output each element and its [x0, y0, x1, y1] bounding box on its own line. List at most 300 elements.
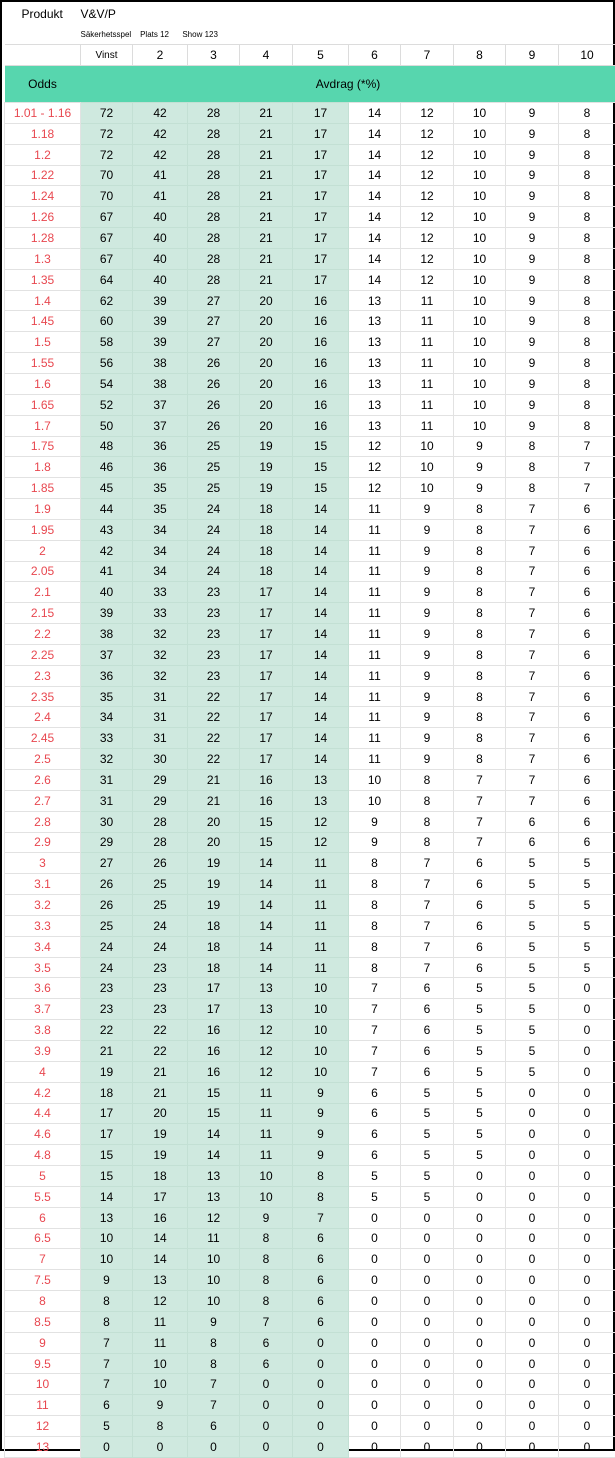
- value-cell: 0: [506, 1416, 559, 1437]
- value-cell: 17: [293, 123, 349, 144]
- product-row: [5, 4, 615, 24]
- table-row: [5, 853, 615, 874]
- value-cell: 28: [188, 186, 240, 207]
- value-cell: 15: [293, 436, 349, 457]
- value-cell: 8: [454, 624, 506, 645]
- value-cell: 21: [188, 790, 240, 811]
- odds-cell: 1.6: [5, 373, 81, 394]
- value-cell: 28: [188, 103, 240, 124]
- odds-cell: 1.85: [5, 478, 81, 499]
- value-cell: 5: [349, 1186, 401, 1207]
- value-cell: 21: [133, 1061, 188, 1082]
- value-cell: 8: [559, 228, 615, 249]
- table-row: [5, 978, 615, 999]
- value-cell: 11: [401, 290, 454, 311]
- value-cell: 14: [293, 644, 349, 665]
- value-cell: 6: [559, 519, 615, 540]
- value-cell: 0: [454, 1332, 506, 1353]
- value-cell: 12: [401, 165, 454, 186]
- value-cell: 16: [293, 353, 349, 374]
- value-cell: 21: [240, 228, 293, 249]
- value-cell: 0: [454, 1186, 506, 1207]
- table-row: [5, 478, 615, 499]
- odds-cell: 1.95: [5, 519, 81, 540]
- value-cell: 18: [240, 519, 293, 540]
- value-cell: 14: [293, 624, 349, 645]
- value-cell: 8: [454, 519, 506, 540]
- value-cell: 5: [506, 957, 559, 978]
- value-cell: 5: [401, 1082, 454, 1103]
- value-cell: 16: [188, 1020, 240, 1041]
- table-row: [5, 1082, 615, 1103]
- value-cell: 9: [401, 624, 454, 645]
- value-cell: 43: [81, 519, 133, 540]
- table-row: [5, 1124, 615, 1145]
- value-cell: 64: [81, 269, 133, 290]
- value-cell: 13: [293, 770, 349, 791]
- table-row: [5, 436, 615, 457]
- table-row: [5, 686, 615, 707]
- value-cell: 0: [349, 1228, 401, 1249]
- value-cell: 0: [240, 1416, 293, 1437]
- value-cell: 31: [81, 790, 133, 811]
- value-cell: 9: [293, 1103, 349, 1124]
- value-cell: 12: [401, 186, 454, 207]
- col-header-3: 3: [188, 45, 240, 66]
- value-cell: 0: [293, 1437, 349, 1458]
- value-cell: 8: [454, 603, 506, 624]
- col-header-8: 8: [454, 45, 506, 66]
- value-cell: 38: [81, 624, 133, 645]
- value-cell: 14: [349, 144, 401, 165]
- value-cell: 6: [559, 665, 615, 686]
- value-cell: 14: [293, 665, 349, 686]
- value-cell: 0: [506, 1249, 559, 1270]
- odds-cell: 13: [5, 1437, 81, 1458]
- value-cell: 21: [188, 770, 240, 791]
- value-cell: 7: [506, 790, 559, 811]
- value-cell: 33: [133, 582, 188, 603]
- odds-cell: 4: [5, 1061, 81, 1082]
- value-cell: 14: [293, 707, 349, 728]
- value-cell: 62: [81, 290, 133, 311]
- value-cell: 10: [454, 144, 506, 165]
- table-row: [5, 269, 615, 290]
- value-cell: 0: [240, 1437, 293, 1458]
- value-cell: 0: [506, 1270, 559, 1291]
- value-cell: 32: [81, 749, 133, 770]
- odds-cell: 2.3: [5, 665, 81, 686]
- value-cell: 16: [240, 770, 293, 791]
- value-cell: 10: [293, 1061, 349, 1082]
- odds-cell: 3.3: [5, 915, 81, 936]
- value-cell: 10: [454, 269, 506, 290]
- value-cell: 8: [559, 123, 615, 144]
- value-cell: 27: [188, 290, 240, 311]
- value-cell: 26: [188, 394, 240, 415]
- value-cell: 0: [454, 1374, 506, 1395]
- value-cell: 6: [293, 1249, 349, 1270]
- value-cell: 14: [349, 165, 401, 186]
- value-cell: 5: [454, 1145, 506, 1166]
- odds-cell: 1.01 - 1.16: [5, 103, 81, 124]
- value-cell: 17: [240, 665, 293, 686]
- value-cell: 10: [454, 103, 506, 124]
- value-cell: 0: [454, 1353, 506, 1374]
- value-cell: 28: [188, 207, 240, 228]
- value-cell: 34: [133, 561, 188, 582]
- value-cell: 6: [559, 832, 615, 853]
- value-cell: 17: [188, 978, 240, 999]
- value-cell: 23: [188, 665, 240, 686]
- value-cell: 25: [133, 874, 188, 895]
- value-cell: 15: [240, 832, 293, 853]
- odds-cell: 3.4: [5, 936, 81, 957]
- odds-cell: 1.7: [5, 415, 81, 436]
- value-cell: 14: [349, 248, 401, 269]
- value-cell: 9: [401, 665, 454, 686]
- value-cell: 7: [401, 915, 454, 936]
- value-cell: 0: [559, 1270, 615, 1291]
- value-cell: 12: [401, 123, 454, 144]
- value-cell: 0: [401, 1353, 454, 1374]
- value-cell: 0: [559, 1437, 615, 1458]
- value-cell: 21: [240, 144, 293, 165]
- value-cell: 11: [349, 624, 401, 645]
- value-cell: 18: [188, 957, 240, 978]
- value-cell: 0: [401, 1270, 454, 1291]
- value-cell: 6: [559, 707, 615, 728]
- value-cell: 12: [293, 832, 349, 853]
- value-cell: 9: [506, 373, 559, 394]
- value-cell: 50: [81, 415, 133, 436]
- value-cell: 21: [240, 103, 293, 124]
- value-cell: 21: [240, 248, 293, 269]
- odds-cell: 4.6: [5, 1124, 81, 1145]
- odds-cell: 9: [5, 1332, 81, 1353]
- value-cell: 10: [240, 1186, 293, 1207]
- value-cell: 6: [454, 853, 506, 874]
- value-cell: 9: [349, 832, 401, 853]
- value-cell: 20: [240, 353, 293, 374]
- value-cell: 0: [559, 1103, 615, 1124]
- product-name: V&V/P: [81, 4, 240, 24]
- table-row: [5, 415, 615, 436]
- value-cell: 0: [559, 1082, 615, 1103]
- value-cell: 8: [559, 103, 615, 124]
- value-cell: 40: [133, 228, 188, 249]
- odds-cell: 2.6: [5, 770, 81, 791]
- value-cell: 15: [81, 1166, 133, 1187]
- table-row: [5, 1416, 615, 1437]
- value-cell: 7: [401, 853, 454, 874]
- odds-cell: 2.5: [5, 749, 81, 770]
- table-row: [5, 311, 615, 332]
- odds-cell: 10: [5, 1374, 81, 1395]
- value-cell: 24: [133, 915, 188, 936]
- value-cell: 37: [133, 394, 188, 415]
- value-cell: 0: [293, 1395, 349, 1416]
- value-cell: 8: [506, 478, 559, 499]
- value-cell: 7: [349, 978, 401, 999]
- table-row: [5, 665, 615, 686]
- value-cell: 11: [293, 895, 349, 916]
- value-cell: 7: [454, 832, 506, 853]
- value-cell: 13: [240, 978, 293, 999]
- value-cell: 26: [133, 853, 188, 874]
- value-cell: 6: [559, 686, 615, 707]
- value-cell: 0: [506, 1353, 559, 1374]
- value-cell: 7: [506, 582, 559, 603]
- value-cell: 13: [293, 790, 349, 811]
- value-cell: 0: [293, 1374, 349, 1395]
- value-cell: 12: [293, 811, 349, 832]
- value-cell: 7: [454, 790, 506, 811]
- value-cell: 21: [240, 207, 293, 228]
- value-cell: 11: [240, 1082, 293, 1103]
- value-cell: 14: [240, 874, 293, 895]
- value-cell: 20: [188, 811, 240, 832]
- value-cell: 0: [506, 1332, 559, 1353]
- value-cell: 23: [133, 957, 188, 978]
- value-cell: 7: [506, 603, 559, 624]
- value-cell: 23: [81, 999, 133, 1020]
- value-cell: 0: [454, 1311, 506, 1332]
- value-cell: 13: [349, 290, 401, 311]
- table-row: [5, 999, 615, 1020]
- value-cell: 20: [188, 832, 240, 853]
- value-cell: 8: [559, 144, 615, 165]
- odds-cell: 1.24: [5, 186, 81, 207]
- value-cell: 0: [454, 1270, 506, 1291]
- value-cell: 9: [401, 499, 454, 520]
- value-cell: 6: [454, 915, 506, 936]
- value-cell: 5: [506, 999, 559, 1020]
- value-cell: 12: [188, 1207, 240, 1228]
- header-band: [5, 66, 615, 103]
- value-cell: 10: [454, 394, 506, 415]
- value-cell: 0: [349, 1291, 401, 1312]
- value-cell: 11: [240, 1124, 293, 1145]
- value-cell: 11: [349, 686, 401, 707]
- table-row: [5, 1332, 615, 1353]
- table-row: [5, 1353, 615, 1374]
- value-cell: 8: [454, 665, 506, 686]
- value-cell: 6: [401, 978, 454, 999]
- value-cell: 6: [454, 957, 506, 978]
- column-header-row: [5, 45, 615, 66]
- table-row: [5, 165, 615, 186]
- table-row: [5, 936, 615, 957]
- value-cell: 7: [506, 624, 559, 645]
- value-cell: 8: [81, 1311, 133, 1332]
- value-cell: 6: [454, 936, 506, 957]
- value-cell: 6: [349, 1145, 401, 1166]
- table-row: [5, 749, 615, 770]
- value-cell: 0: [559, 1228, 615, 1249]
- value-cell: 14: [240, 936, 293, 957]
- value-cell: 0: [506, 1291, 559, 1312]
- value-cell: 24: [188, 519, 240, 540]
- table-row: [5, 103, 615, 124]
- value-cell: 27: [188, 332, 240, 353]
- value-cell: 33: [133, 603, 188, 624]
- odds-cell: 3.9: [5, 1040, 81, 1061]
- value-cell: 72: [81, 144, 133, 165]
- avdrag-header: Avdrag (*%): [81, 66, 615, 103]
- table-row: [5, 1020, 615, 1041]
- value-cell: 7: [559, 436, 615, 457]
- value-cell: 18: [133, 1166, 188, 1187]
- value-cell: 10: [454, 290, 506, 311]
- value-cell: 14: [293, 561, 349, 582]
- odds-cell: 2.35: [5, 686, 81, 707]
- value-cell: 28: [133, 811, 188, 832]
- value-cell: 10: [454, 165, 506, 186]
- value-cell: 14: [349, 123, 401, 144]
- plats-label: Plats 12: [140, 30, 169, 39]
- value-cell: 14: [188, 1124, 240, 1145]
- value-cell: 0: [506, 1186, 559, 1207]
- value-cell: 25: [188, 457, 240, 478]
- value-cell: 7: [349, 1020, 401, 1041]
- value-cell: 8: [559, 332, 615, 353]
- value-cell: 9: [506, 269, 559, 290]
- value-cell: 0: [559, 1040, 615, 1061]
- value-cell: 5: [559, 957, 615, 978]
- value-cell: 6: [293, 1270, 349, 1291]
- value-cell: 26: [188, 373, 240, 394]
- value-cell: 44: [81, 499, 133, 520]
- value-cell: 24: [188, 561, 240, 582]
- value-cell: 14: [293, 540, 349, 561]
- value-cell: 6: [559, 499, 615, 520]
- value-cell: 33: [81, 728, 133, 749]
- sakerhetsspel-label: Säkerhetsspel: [81, 30, 132, 39]
- value-cell: 16: [133, 1207, 188, 1228]
- value-cell: 37: [81, 644, 133, 665]
- table-row: [5, 186, 615, 207]
- value-cell: 6: [349, 1103, 401, 1124]
- value-cell: 0: [349, 1374, 401, 1395]
- odds-cell: 1.55: [5, 353, 81, 374]
- value-cell: 0: [349, 1395, 401, 1416]
- value-cell: 21: [240, 186, 293, 207]
- value-cell: 6: [559, 644, 615, 665]
- odds-cell: 3.6: [5, 978, 81, 999]
- value-cell: 0: [133, 1437, 188, 1458]
- value-cell: 26: [188, 415, 240, 436]
- value-cell: 40: [133, 269, 188, 290]
- value-cell: 10: [454, 228, 506, 249]
- value-cell: 24: [188, 499, 240, 520]
- odds-cell: 3.1: [5, 874, 81, 895]
- odds-cell: 2.45: [5, 728, 81, 749]
- odds-cell: 1.65: [5, 394, 81, 415]
- value-cell: 9: [506, 248, 559, 269]
- table-row: [5, 123, 615, 144]
- value-cell: 6: [293, 1311, 349, 1332]
- value-cell: 23: [188, 624, 240, 645]
- value-cell: 12: [401, 228, 454, 249]
- value-cell: 38: [133, 373, 188, 394]
- value-cell: 14: [133, 1228, 188, 1249]
- value-cell: 18: [240, 561, 293, 582]
- value-cell: 5: [81, 1416, 133, 1437]
- value-cell: 9: [506, 103, 559, 124]
- odds-cell: 3.5: [5, 957, 81, 978]
- value-cell: 0: [401, 1207, 454, 1228]
- value-cell: 0: [454, 1395, 506, 1416]
- value-cell: 0: [454, 1291, 506, 1312]
- value-cell: 0: [349, 1207, 401, 1228]
- value-cell: 5: [506, 936, 559, 957]
- value-cell: 17: [293, 207, 349, 228]
- value-cell: 7: [506, 749, 559, 770]
- value-cell: 6: [401, 999, 454, 1020]
- value-cell: 16: [293, 311, 349, 332]
- value-cell: 15: [240, 811, 293, 832]
- value-cell: 10: [454, 332, 506, 353]
- value-cell: 7: [506, 770, 559, 791]
- table-row: [5, 290, 615, 311]
- table-row: [5, 1145, 615, 1166]
- value-cell: 7: [506, 707, 559, 728]
- value-cell: 23: [188, 603, 240, 624]
- col-header-9: 9: [506, 45, 559, 66]
- value-cell: 39: [81, 603, 133, 624]
- value-cell: 14: [349, 207, 401, 228]
- value-cell: 9: [401, 561, 454, 582]
- value-cell: 16: [293, 415, 349, 436]
- value-cell: 20: [133, 1103, 188, 1124]
- value-cell: 24: [133, 936, 188, 957]
- value-cell: 9: [454, 436, 506, 457]
- value-cell: 11: [401, 353, 454, 374]
- value-cell: 17: [188, 999, 240, 1020]
- value-cell: 21: [240, 165, 293, 186]
- value-cell: 28: [188, 248, 240, 269]
- odds-cell: 9.5: [5, 1353, 81, 1374]
- value-cell: 38: [133, 353, 188, 374]
- odds-cell: 1.28: [5, 228, 81, 249]
- value-cell: 20: [240, 394, 293, 415]
- value-cell: 13: [349, 415, 401, 436]
- value-cell: 32: [133, 644, 188, 665]
- value-cell: 12: [349, 457, 401, 478]
- value-cell: 0: [401, 1291, 454, 1312]
- value-cell: 18: [188, 915, 240, 936]
- value-cell: 9: [506, 290, 559, 311]
- odds-header: Odds: [5, 66, 81, 103]
- value-cell: 39: [133, 332, 188, 353]
- value-cell: 11: [401, 311, 454, 332]
- value-cell: 6: [240, 1353, 293, 1374]
- odds-cell: 1.45: [5, 311, 81, 332]
- value-cell: 6: [401, 1040, 454, 1061]
- value-cell: 12: [401, 207, 454, 228]
- value-cell: 25: [188, 478, 240, 499]
- value-cell: 32: [133, 665, 188, 686]
- value-cell: 7: [349, 1061, 401, 1082]
- value-cell: 6: [559, 582, 615, 603]
- value-cell: 8: [454, 707, 506, 728]
- value-cell: 7: [81, 1332, 133, 1353]
- value-cell: 10: [133, 1374, 188, 1395]
- value-cell: 30: [81, 811, 133, 832]
- odds-cell: 1.18: [5, 123, 81, 144]
- value-cell: 6: [454, 874, 506, 895]
